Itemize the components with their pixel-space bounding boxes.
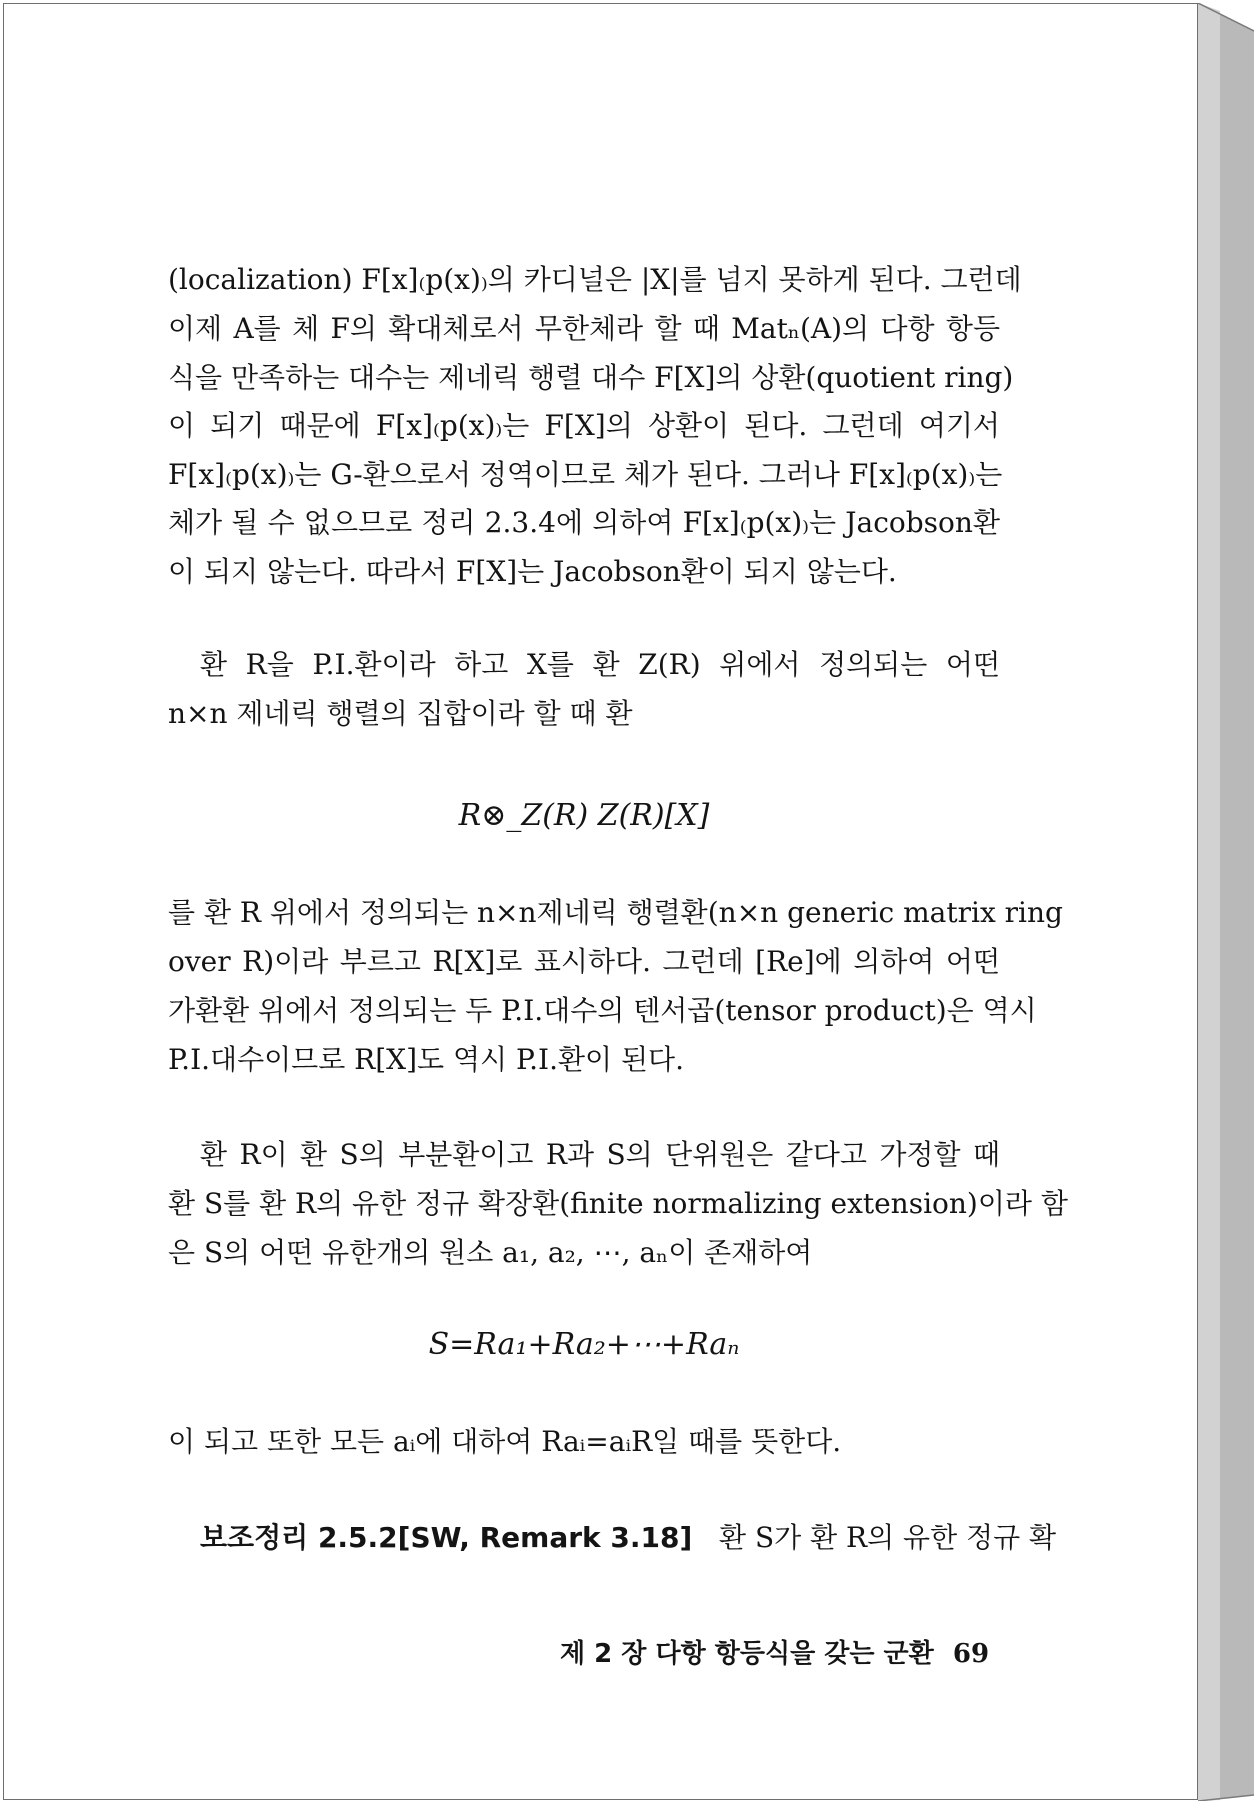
text-line: 환 R이 환 S의 부분환이고 R과 S의 단위원은 같다고 가정할 때: [200, 1138, 1000, 1171]
text-line: 이제 A를 체 F의 확대체로서 무한체라 할 때 Matₙ(A)의 다항 항등: [168, 312, 1000, 345]
text-line: 이 되고 또한 모든 aᵢ에 대하여 Raᵢ=aᵢR일 때를 뜻한다.: [168, 1425, 842, 1458]
text-line: P.I.대수이므로 R[X]도 역시 P.I.환이 된다.: [168, 1043, 684, 1076]
text-line: n×n 제네릭 행렬의 집합이라 할 때 환: [168, 697, 633, 730]
lemma-text: 환 S가 환 R의 유한 정규 확: [719, 1521, 1057, 1554]
text-line: 체가 될 수 없으므로 정리 2.3.4에 의하여 F[x]₍p(x)₎는 Jacobson환: [168, 506, 1000, 539]
text-line: 은 S의 어떤 유한개의 원소 a₁, a₂, ⋯, aₙ이 존재하여: [168, 1236, 813, 1269]
chapter-title: 제 2 장 다항 항등식을 갖는 군환: [560, 1639, 934, 1669]
equation: R⊗_Z(R) Z(R)[X]: [458, 798, 710, 833]
text-line: over R)이라 부르고 R[X]로 표시하다. 그런데 [Re]에 의하여 어떤: [168, 945, 1000, 978]
text-line: 가환환 위에서 정의되는 두 P.I.대수의 텐서곱(tensor product)은 역시: [168, 994, 1037, 1027]
text-line: 이 되지 않는다. 따라서 F[X]는 Jacobson환이 되지 않는다.: [168, 555, 897, 588]
page-edge: [1198, 3, 1254, 1801]
text-line: F[x]₍p(x)₎는 G-환으로서 정역이므로 체가 된다. 그러나 F[x]₍p(x)₎는: [168, 458, 1003, 491]
text-line: 식을 만족하는 대수는 제네릭 행렬 대수 F[X]의 상환(quotient ring): [168, 361, 1014, 394]
running-footer: [560, 1634, 990, 1674]
text-line: 이 되기 때문에 F[x]₍p(x)₎는 F[X]의 상환이 된다. 그런데 여기서: [168, 409, 1000, 442]
text-line: 환 R을 P.I.환이라 하고 X를 환 Z(R) 위에서 정의되는 어떤: [200, 648, 1000, 681]
text-line: (localization) F[x]₍p(x)₎의 카디널은 |X|를 넘지 못하게 된다. 그런데: [168, 263, 1022, 296]
text-line: 환 S를 환 R의 유한 정규 확장환(finite normalizing extension)이라 함: [168, 1187, 1068, 1220]
equation: S=Ra₁+Ra₂+⋯+Raₙ: [428, 1327, 740, 1362]
lemma-label: 보조정리 2.5.2[SW, Remark 3.18]: [200, 1521, 693, 1554]
text-line: 를 환 R 위에서 정의되는 n×n제네릭 행렬환(n×n generic matrix ring: [168, 896, 1063, 929]
lemma-line: [168, 1518, 1057, 1558]
page-number: 69: [952, 1639, 990, 1669]
